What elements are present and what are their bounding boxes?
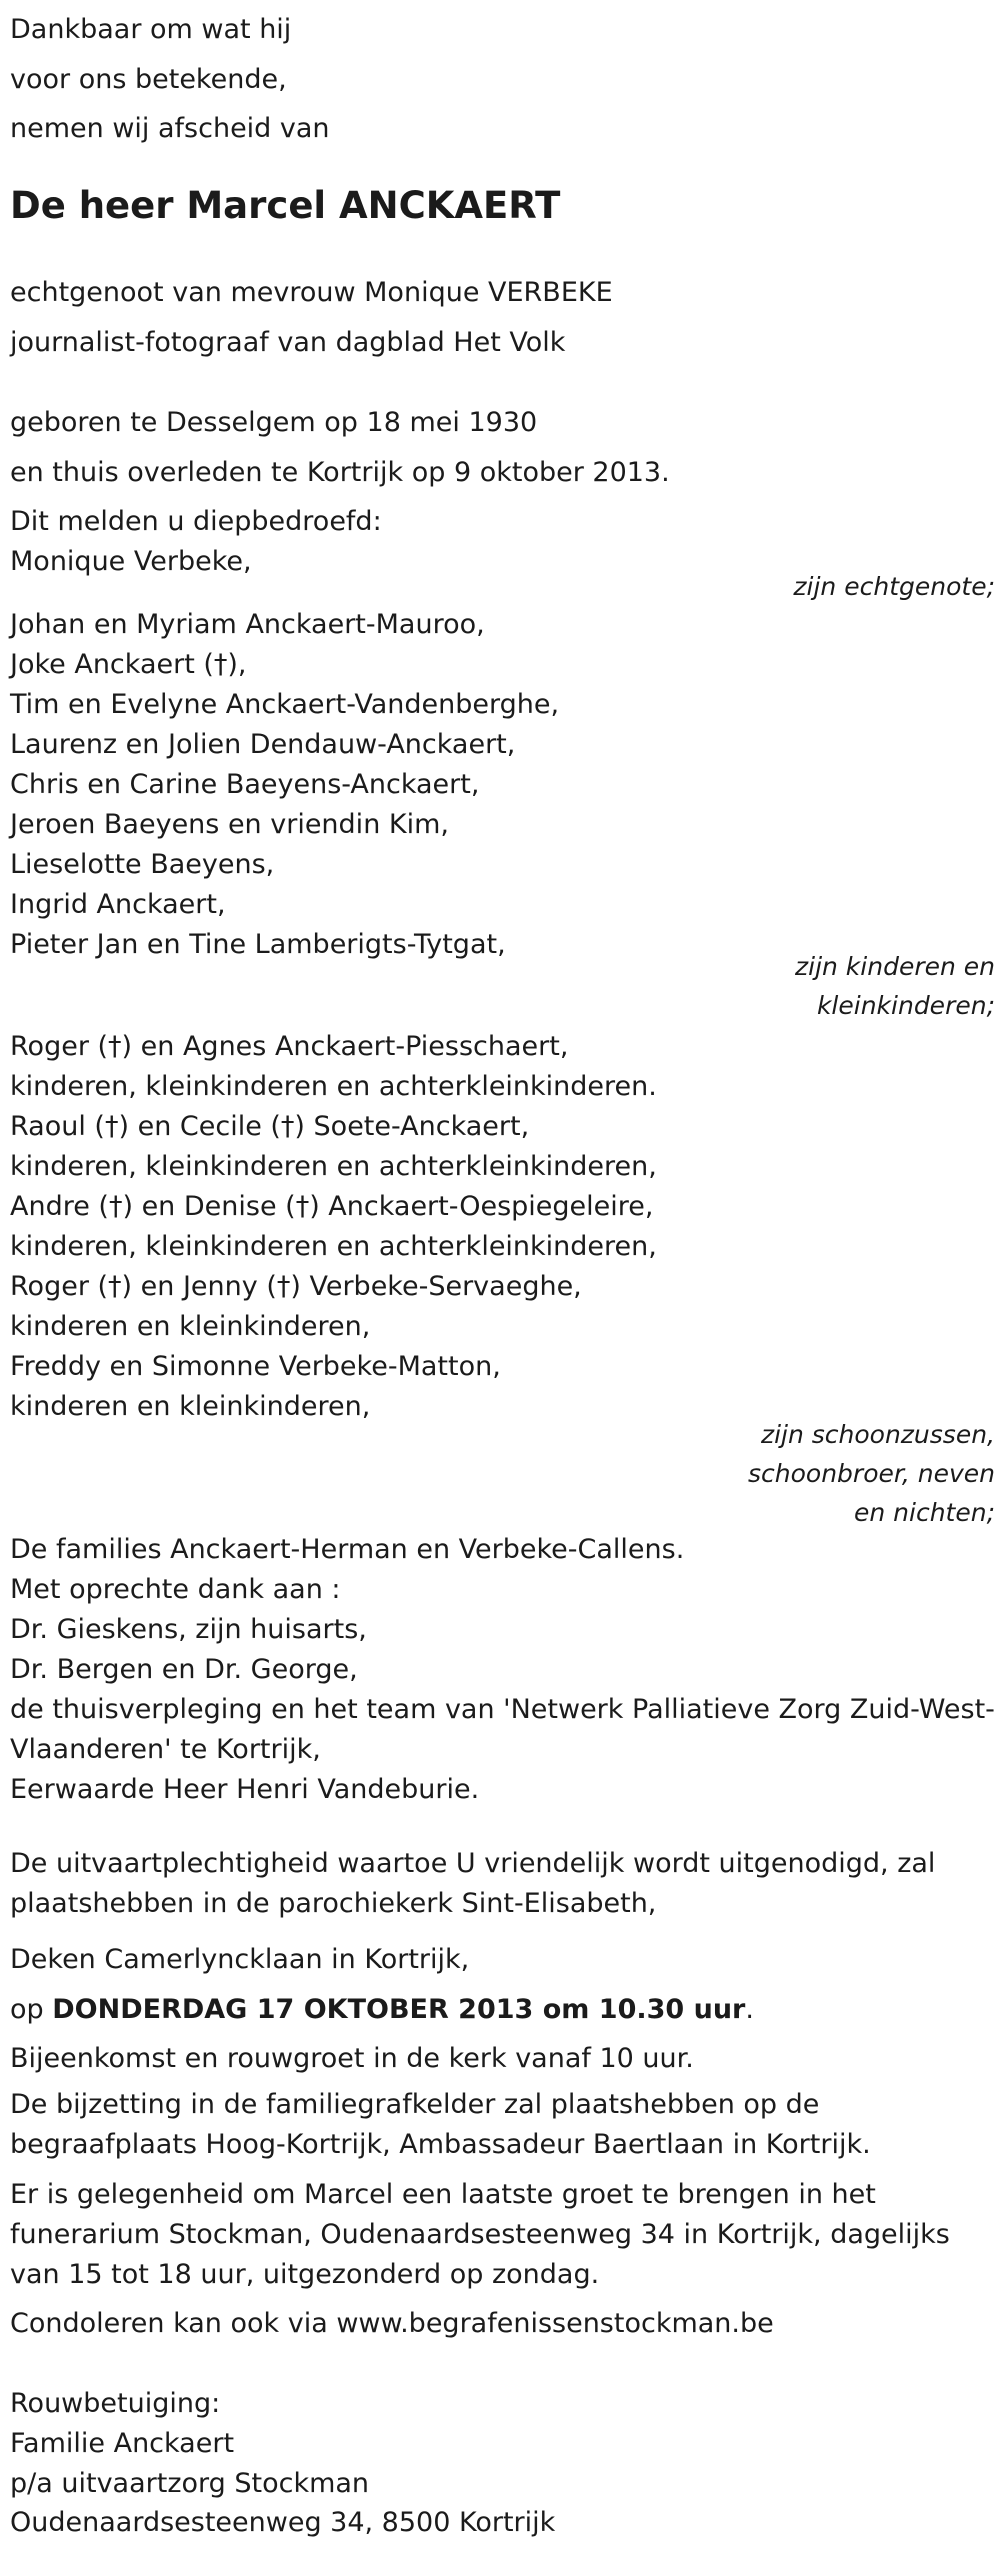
intro-line: Dankbaar om wat hij xyxy=(10,14,292,45)
spouse-line: echtgenoot van mevrouw Monique VERBEKE xyxy=(10,277,613,308)
intro-line: voor ons betekende, xyxy=(10,63,287,95)
list-item: Johan en Myriam Anckaert-Mauroo, xyxy=(10,609,485,640)
thanks-item: Dr. Bergen en Dr. George, xyxy=(10,1654,358,1685)
occupation-line: journalist-fotograaf van dagblad Het Volk xyxy=(10,326,566,358)
list-item: Roger (†) en Jenny (†) Verbeke-Servaeghe, xyxy=(10,1271,582,1302)
address-line: Rouwbetuiging: xyxy=(10,2388,221,2419)
visit-line: funerarium Stockman, Oudenaardsesteenweg 34 in Kortrijk, dagelijks xyxy=(10,2218,950,2250)
spouse-occupation xyxy=(10,268,995,367)
list-item: Raoul (†) en Cecile (†) Soete-Anckaert, xyxy=(10,1111,530,1142)
families-line: De families Anckaert-Herman en Verbeke-Callens. xyxy=(10,1534,685,1565)
role-spouse xyxy=(675,567,995,606)
role-children xyxy=(675,947,995,1025)
address-line: p/a uitvaartzorg Stockman xyxy=(10,2467,370,2499)
list-item: Lieselotte Baeyens, xyxy=(10,849,275,880)
list-item: kinderen, kleinkinderen en achterkleinkinderen, xyxy=(10,1151,657,1182)
gathering-line: Bijeenkomst en rouwgroet in de kerk vanaf 10 uur. xyxy=(10,2043,694,2074)
ceremony-line: plaatshebben in de parochiekerk Sint-Elisabeth, xyxy=(10,1887,657,1919)
list-item: kinderen, kleinkinderen en achterkleinkinderen. xyxy=(10,1071,657,1102)
list-item: kinderen en kleinkinderen, xyxy=(10,1311,371,1342)
announce-line: Dit melden u diepbedroefd: xyxy=(10,506,382,537)
visit-line: Er is gelegenheid om Marcel een laatste groet te brengen in het xyxy=(10,2179,876,2210)
thanks-heading: Met oprechte dank aan : xyxy=(10,1574,341,1605)
intro-line: nemen wij afscheid van xyxy=(10,113,330,144)
list-item: Andre (†) en Denise (†) Anckaert-Oespiegeleire, xyxy=(10,1191,654,1222)
ceremony-line: De uitvaartplechtigheid waartoe U vriendelijk wordt uitgenodigd, zal xyxy=(10,1848,936,1879)
list-item: Joke Anckaert (†), xyxy=(10,649,247,680)
role-line: en nichten; xyxy=(853,1498,995,1527)
ceremony-location: Deken Camerlyncklaan in Kortrijk, xyxy=(10,1944,470,1975)
list-item: Jeroen Baeyens en vriendin Kim, xyxy=(10,809,449,840)
mourning-address xyxy=(10,2384,995,2543)
date-emphasis: DONDERDAG 17 OKTOBER 2013 om 10.30 uur xyxy=(52,1993,746,2025)
death-line: en thuis overleden te Kortrijk op 9 oktober 2013. xyxy=(10,456,670,488)
children-list xyxy=(10,605,995,965)
burial-info xyxy=(10,2085,995,2165)
date-prefix: op xyxy=(10,1993,53,2025)
condolences xyxy=(10,2304,995,2344)
role-line: zijn echtgenote; xyxy=(793,572,995,601)
address-line: Oudenaardsesteenweg 34, 8500 Kortrijk xyxy=(10,2507,556,2539)
spouse-name: Monique Verbeke, xyxy=(10,546,252,577)
thanks-item: Vlaanderen' te Kortrijk, xyxy=(10,1734,321,1765)
list-item: Chris en Carine Baeyens-Anckaert, xyxy=(10,769,480,800)
list-item: Freddy en Simonne Verbeke-Matton, xyxy=(10,1351,501,1382)
thanks-item: Dr. Gieskens, zijn huisarts, xyxy=(10,1614,367,1645)
burial-line: De bijzetting in de familiegrafkelder zal plaatshebben op de xyxy=(10,2089,820,2120)
list-item: kinderen, kleinkinderen en achterkleinkinderen, xyxy=(10,1231,657,1262)
thanks-item: Eerwaarde Heer Henri Vandeburie. xyxy=(10,1774,480,1805)
condolences-line: Condoleren kan ook via www.begrafenissenstockman.be xyxy=(10,2308,774,2339)
intro-text xyxy=(10,5,995,154)
deceased-name: De heer Marcel ANCKAERT xyxy=(10,184,561,227)
list-item: Tim en Evelyne Anckaert-Vandenberghe, xyxy=(10,689,560,720)
siblings-list xyxy=(10,1027,995,1427)
list-item: Roger (†) en Agnes Anckaert-Piesschaert, xyxy=(10,1031,569,1062)
ceremony-details xyxy=(10,1935,995,2084)
ceremony-date xyxy=(10,1985,995,2035)
role-line: schoonbroer, neven xyxy=(748,1459,995,1488)
birth-death-info xyxy=(10,398,995,497)
thanks-item: de thuisverpleging en het team van 'Netwerk Palliatieve Zorg Zuid-West- xyxy=(10,1694,995,1725)
role-line: zijn schoonzussen, xyxy=(760,1420,995,1449)
visit-info xyxy=(10,2175,995,2294)
list-item: kinderen en kleinkinderen, xyxy=(10,1391,371,1422)
date-suffix: . xyxy=(745,1993,754,2025)
role-line: zijn kinderen en xyxy=(795,952,995,981)
list-item: Laurenz en Jolien Dendauw-Anckaert, xyxy=(10,729,516,760)
role-siblings xyxy=(675,1415,995,1532)
ceremony-info xyxy=(10,1844,995,1924)
visit-line: van 15 tot 18 uur, uitgezonderd op zondag. xyxy=(10,2258,600,2290)
burial-line: begraafplaats Hoog-Kortrijk, Ambassadeur Baertlaan in Kortrijk. xyxy=(10,2128,871,2160)
address-line: Familie Anckaert xyxy=(10,2427,235,2459)
birth-line: geboren te Desselgem op 18 mei 1930 xyxy=(10,407,538,438)
list-item: Ingrid Anckaert, xyxy=(10,889,226,920)
thanks-section xyxy=(10,1530,995,1810)
role-line: kleinkinderen; xyxy=(816,991,995,1020)
list-item: Pieter Jan en Tine Lamberigts-Tytgat, xyxy=(10,929,506,960)
